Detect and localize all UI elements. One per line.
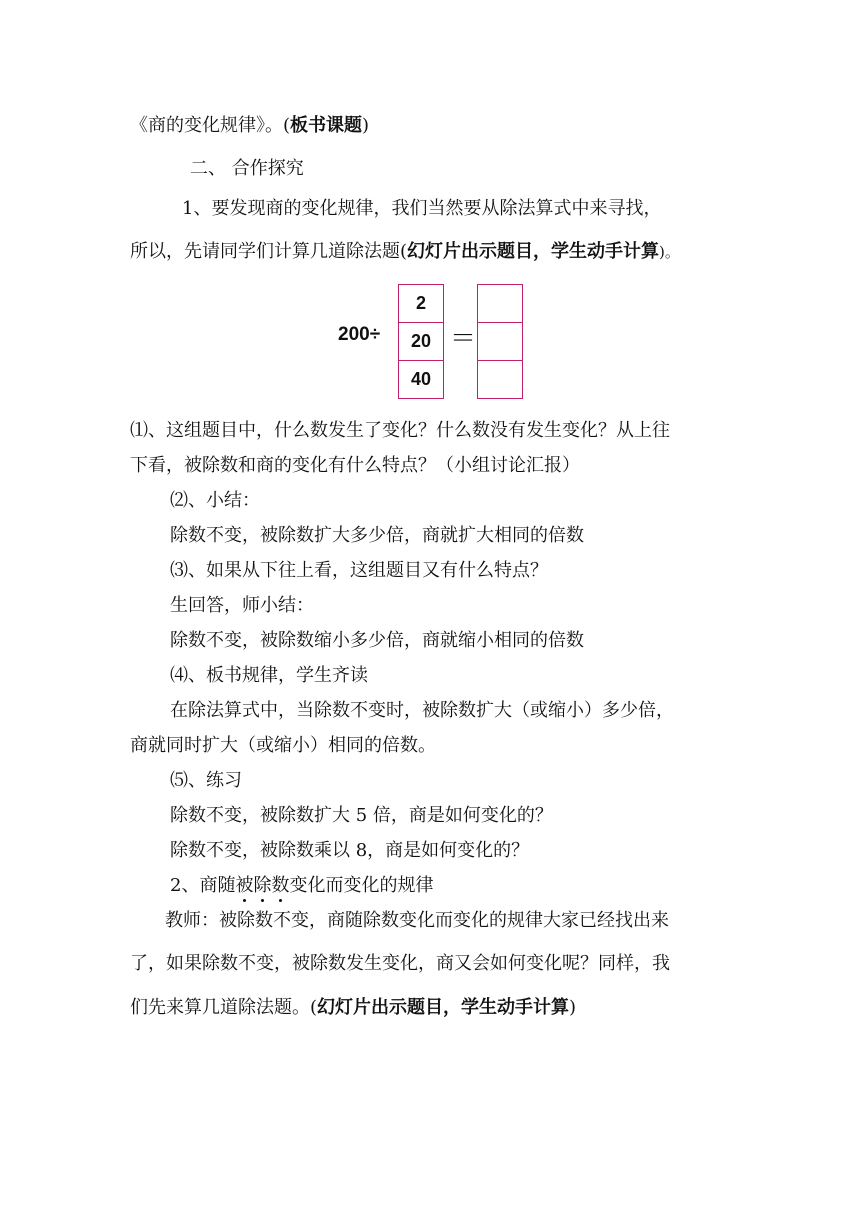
teacher-line-1: 教师：被除数不变，商随除数变化而变化的规律大家已经找出来 — [165, 910, 669, 931]
answer-box[interactable] — [477, 322, 523, 361]
para-1-line-1: 1、要发现商的变化规律，我们当然要从除法算式中来寻找， — [182, 198, 662, 219]
answer-box[interactable] — [477, 360, 523, 399]
teacher-note: 幻灯片出示题目，学生动手计算 — [317, 997, 570, 1018]
rule-line-1: 在除法算式中，当除数不变时，被除数扩大（或缩小）多少倍， — [170, 700, 674, 721]
answer-box[interactable] — [477, 284, 523, 323]
question-3: ⑶、如果从下往上看，这组题目又有什么特点？ — [170, 560, 548, 581]
summary-2: 除数不变，被除数缩小多少倍，商就缩小相同的倍数 — [170, 630, 584, 651]
summary-heading: ⑵、小结： — [170, 490, 260, 511]
teacher-line-2: 了，如果除数不变，被除数发生变化，商又会如何变化呢？同样，我 — [130, 953, 670, 974]
para-1-line-2 — [130, 240, 680, 264]
equals-sign: ＝ — [450, 324, 477, 354]
exercise-2: 除数不变，被除数乘以 8，商是如何变化的？ — [170, 840, 530, 861]
rule-heading: ⑷、板书规律，学生齐读 — [170, 665, 368, 686]
para-1-end: )。 — [659, 243, 680, 261]
section-2-heading — [170, 874, 433, 898]
dividend-label: 200÷ — [338, 324, 381, 345]
teacher-line-3 — [130, 996, 576, 1020]
teacher-text: 们先来算几道除法题。( — [130, 997, 318, 1018]
title-note: 板书课题 — [290, 115, 363, 136]
line-title — [130, 114, 369, 138]
divisor-box: 20 — [398, 322, 444, 361]
section-2-prefix: 2、商随 — [170, 875, 236, 896]
emphasis-char: 除 — [253, 875, 272, 896]
para-1-text: 所以，先请同学们计算几道除法题( — [130, 241, 408, 262]
exercise-heading: ⑸、练习 — [170, 770, 242, 791]
title-text: 《商的变化规律》。( — [130, 115, 291, 136]
question-1-line-2: 下看，被除数和商的变化有什么特点？（小组讨论汇报） — [130, 455, 580, 476]
exercise-1: 除数不变，被除数扩大 5 倍，商是如何变化的？ — [170, 805, 553, 826]
divisor-box: 40 — [398, 360, 444, 399]
title-paren: ) — [362, 115, 370, 136]
summary-1: 除数不变，被除数扩大多少倍，商就扩大相同的倍数 — [170, 525, 584, 546]
rule-line-2: 商就同时扩大（或缩小）相同的倍数。 — [130, 735, 436, 756]
teacher-end: ) — [569, 997, 577, 1018]
para-1-note: 幻灯片出示题目，学生动手计算 — [407, 241, 660, 262]
answer-intro: 生回答，师小结： — [170, 595, 314, 616]
section-2-suffix: 变化而变化的规律 — [289, 875, 434, 896]
emphasis-char: 被 — [235, 875, 254, 896]
section-heading: 二、 合作探究 — [190, 158, 304, 179]
divisor-box: 2 — [398, 284, 444, 323]
emphasis-char: 数 — [271, 875, 290, 896]
question-1-line-1: ⑴、这组题目中，什么数发生了变化？什么数没有发生变化？从上往 — [130, 420, 670, 441]
